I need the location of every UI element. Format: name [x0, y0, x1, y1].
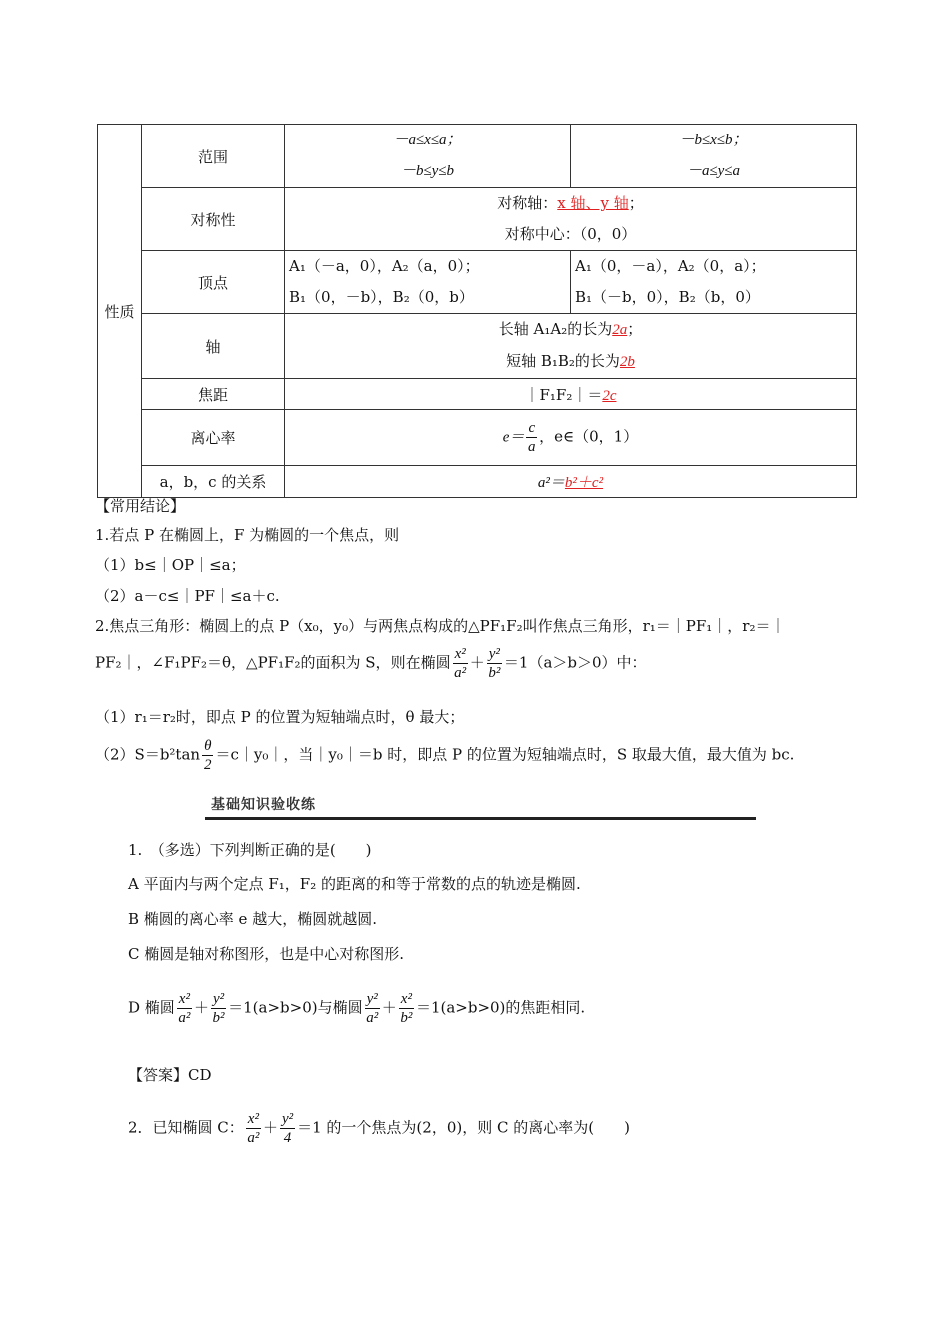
q2-den-a2: a² [247, 1130, 260, 1146]
q2-suffix: ＝1 的一个焦点为(2，0)，则 C 的离心率为( ) [297, 1118, 630, 1137]
ecc-num: c [528, 420, 536, 436]
symmetry-center: 对称中心：（0，0） [504, 225, 637, 243]
row-label-focal: 焦距 [142, 379, 285, 410]
q2-plus: ＋ [262, 1118, 278, 1137]
num-y2: y² [488, 646, 500, 662]
conclusion-2c: （1）r₁＝r₂时，即点 P 的位置为短轴端点时，θ 最大； [95, 708, 465, 726]
ellipse-properties-table [97, 124, 857, 498]
short-axis [285, 346, 856, 378]
q2-den-4: 4 [283, 1130, 292, 1146]
focal-cell [285, 379, 857, 410]
frac-y2-b2 [487, 645, 502, 682]
conclusion-2d [95, 737, 794, 774]
d-frac-x2-a2 [177, 990, 192, 1027]
row-label-axis: 轴 [142, 314, 285, 379]
vertex-v1: A₁（0，－a），A₂（0，a）； [575, 257, 766, 275]
q2-num-y2: y² [281, 1111, 294, 1127]
d-den-b2: b² [212, 1010, 225, 1026]
vertex-h1: A₁（－a，0），A₂（a，0）； [289, 257, 480, 275]
q2-frac-x2-a2 [246, 1110, 261, 1147]
conclusion-2a: 2.焦点三角形：椭圆上的点 P（x₀，y₀）与两焦点构成的△PF₁F₂叫作焦点三角形，r₁＝｜PF₁｜，r₂＝｜ [95, 617, 786, 635]
q2-frac-y2-4 [280, 1110, 295, 1147]
section-banner [205, 790, 756, 820]
conclusion-2d-suffix: ＝c｜y₀｜，当｜y₀｜＝b 时，即点 P 的位置为短轴端点时，S 取最大值，最大值为 bc. [215, 745, 795, 764]
q2-prefix: 2．已知椭圆 C： [128, 1118, 244, 1137]
long-axis-suffix: ； [627, 320, 643, 338]
d-den-b2b: b² [400, 1010, 413, 1026]
symmetry-axis-prefix: 对称轴： [497, 194, 558, 212]
conclusion-2b-suffix: ＝1（a＞b＞0）中： [503, 653, 647, 672]
conclusion-2b-prefix: PF₂｜，∠F₁PF₂＝θ，△PF₁F₂的面积为 S，则在椭圆 [95, 653, 451, 672]
short-axis-prefix: 短轴 B₁B₂的长为 [506, 352, 620, 370]
vertex-h2: B₁（0，－b），B₂（0，b） [289, 288, 474, 306]
ecc-prefix: e＝ [502, 429, 525, 446]
option-d-suffix: ＝1(a>b>0)的焦距相同. [415, 998, 586, 1017]
den-b2: b² [488, 665, 501, 681]
row-label-relation: a，b，c 的关系 [142, 466, 285, 498]
question-2 [128, 1110, 630, 1147]
question-1: 1. （多选）下列判断正确的是( ) [128, 841, 372, 859]
focal-prefix: ｜F₁F₂｜＝ [524, 385, 603, 404]
conclusion-1b: （2）a－c≤｜PF｜≤a＋c. [95, 587, 280, 605]
long-axis [285, 314, 856, 346]
den-a2: a² [454, 665, 467, 681]
d-plus-2: ＋ [381, 998, 397, 1017]
q2-num-x2: x² [247, 1111, 259, 1127]
num-x2: x² [454, 646, 466, 662]
range-h2: －b≤y≤b [400, 163, 455, 179]
answer: 【答案】CD [128, 1066, 212, 1084]
d-frac-y2-b2 [211, 990, 226, 1027]
vertex-horizontal [285, 251, 571, 314]
question-1-option-b: B 椭圆的离心率 e 越大，椭圆就越圆. [128, 910, 377, 928]
conclusion-1: 1.若点 P 在椭圆上，F 为椭圆的一个焦点，则 [95, 526, 400, 544]
axis-cell [285, 314, 857, 379]
range-v2: －a≤y≤a [686, 163, 741, 179]
d-den-a2: a² [178, 1010, 191, 1026]
frac-theta-2 [202, 737, 213, 774]
question-1-option-a: A 平面内与两个定点 F₁，F₂ 的距离的和等于常数的点的轨迹是椭圆. [128, 875, 581, 893]
d-num-x2b: x² [400, 991, 412, 1007]
frac-x2-a2 [453, 645, 468, 682]
d-frac-y2-a2 [365, 990, 380, 1027]
den-two: 2 [204, 757, 212, 773]
vertex-v2: B₁（－b，0），B₂（b，0） [575, 288, 760, 306]
range-horizontal [285, 125, 571, 188]
range-v1: －b≤x≤b； [679, 132, 748, 148]
question-1-option-c: C 椭圆是轴对称图形，也是中心对称图形. [128, 945, 405, 963]
conclusion-2b [95, 645, 647, 682]
ecc-suffix: ，e∈（0，1） [539, 427, 639, 446]
num-theta: θ [204, 738, 212, 754]
relation-cell [285, 466, 857, 498]
row-label-range: 范围 [142, 125, 285, 188]
group-label: 性质 [98, 125, 142, 498]
conclusion-1a: （1）b≤｜OP｜≤a； [95, 556, 246, 574]
ecc-fraction [526, 419, 537, 456]
short-axis-value: 2b [619, 354, 635, 370]
plus-sign: ＋ [469, 653, 485, 672]
range-vertical [571, 125, 857, 188]
relation-value: b²＋c² [564, 475, 604, 491]
ecc-cell [285, 410, 857, 466]
d-frac-x2-b2 [399, 990, 414, 1027]
symmetry-axis-value: x 轴、y 轴 [557, 194, 629, 212]
row-label-ecc: 离心率 [142, 410, 285, 466]
range-h1: －a≤x≤a； [393, 132, 462, 148]
long-axis-value: 2a [612, 322, 628, 338]
section-title: 基础知识验收练 [211, 797, 316, 813]
d-plus-1: ＋ [193, 998, 209, 1017]
section-rule [205, 817, 756, 820]
d-den-a2b: a² [366, 1010, 379, 1026]
d-num-y2: y² [212, 991, 225, 1007]
option-d-prefix: D 椭圆 [128, 998, 175, 1017]
row-label-symmetry: 对称性 [142, 188, 285, 251]
vertex-vertical [571, 251, 857, 314]
conclusions-heading: 【常用结论】 [95, 497, 186, 515]
conclusion-2d-prefix: （2）S＝b²tan [95, 745, 201, 764]
question-1-option-d [128, 990, 585, 1027]
d-num-y2b: y² [366, 991, 378, 1007]
relation-prefix: a²＝ [537, 475, 565, 491]
symmetry-cell [285, 188, 857, 251]
d-num-x2: x² [178, 991, 190, 1007]
row-label-vertex: 顶点 [142, 251, 285, 314]
focal-value: 2c [602, 387, 617, 404]
ecc-den: a [528, 439, 536, 455]
symmetry-axis-suffix: ； [628, 194, 644, 212]
long-axis-prefix: 长轴 A₁A₂的长为 [498, 320, 613, 338]
symmetry-axis [285, 188, 856, 219]
option-d-mid: ＝1(a>b>0)与椭圆 [228, 998, 363, 1017]
